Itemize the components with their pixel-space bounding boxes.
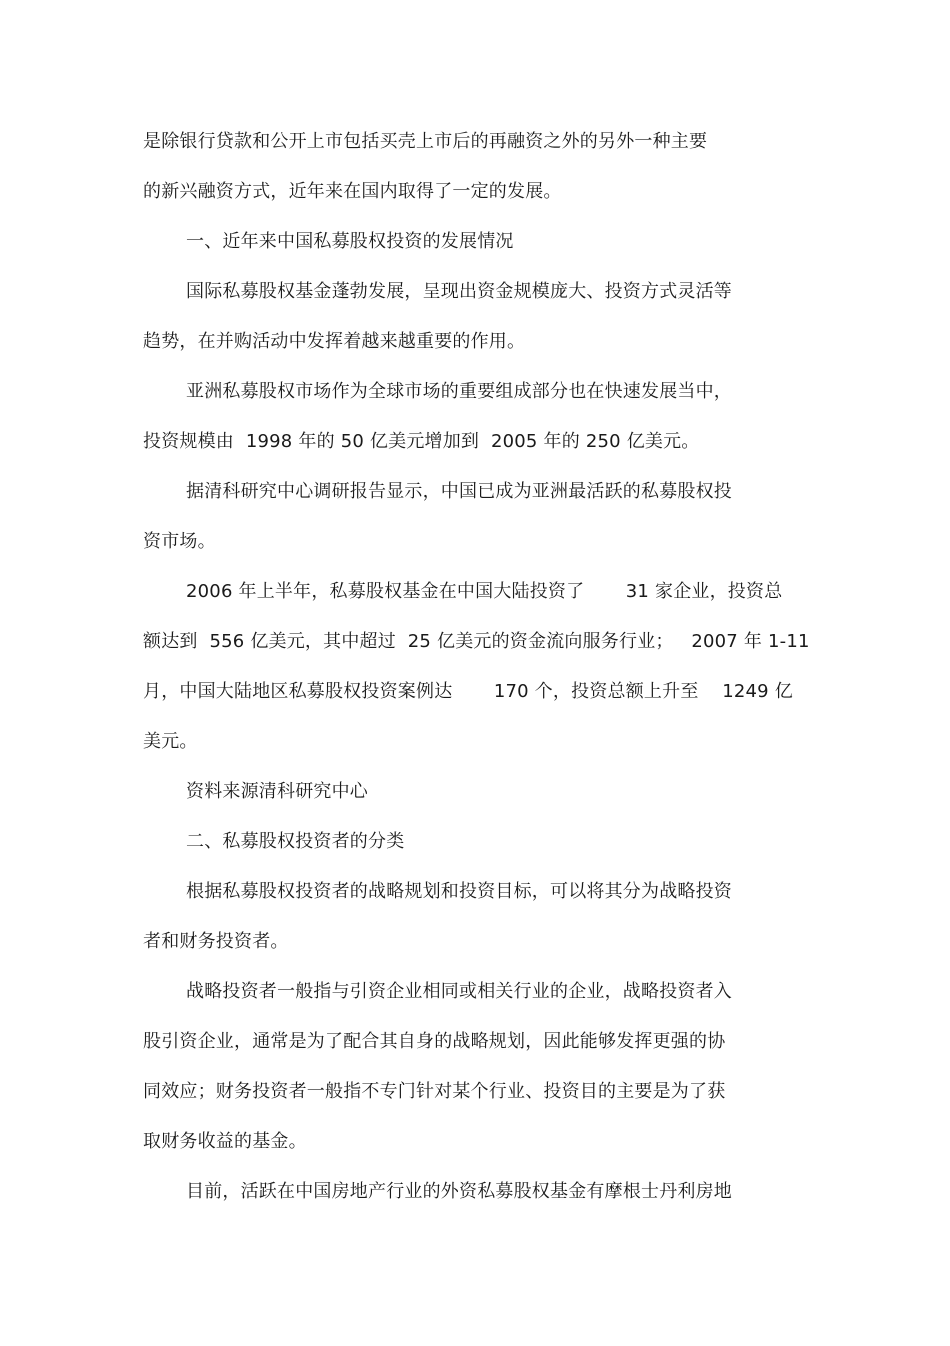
source-note: 资料来源清科研究中心 — [186, 781, 368, 802]
paragraph-line: 额达到 556 亿美元，其中超过 25 亿美元的资金流向服务行业； 2007 年 1-11 — [143, 631, 810, 652]
paragraph-line: 月，中国大陆地区私募股权投资案例达 170 个，投资总额上升至 1249 亿 — [143, 681, 793, 702]
paragraph-line: 国际私募股权基金蓬勃发展，呈现出资金规模庞大、投资方式灵活等 — [186, 281, 732, 302]
paragraph-line: 战略投资者一般指与引资企业相同或相关行业的企业，战略投资者入 — [186, 981, 732, 1002]
paragraph-line: 资市场。 — [143, 531, 216, 552]
paragraph-line: 2006 年上半年，私募股权基金在中国大陆投资了 31 家企业，投资总 — [186, 581, 783, 602]
paragraph-line: 根据私募股权投资者的战略规划和投资目标，可以将其分为战略投资 — [186, 881, 732, 902]
paragraph-line: 投资规模由 1998 年的 50 亿美元增加到 2005 年的 250 亿美元。 — [143, 431, 700, 452]
paragraph-line: 者和财务投资者。 — [143, 931, 289, 952]
paragraph-line: 股引资企业，通常是为了配合其自身的战略规划，因此能够发挥更强的协 — [143, 1031, 726, 1052]
paragraph-line: 趋势，在并购活动中发挥着越来越重要的作用。 — [143, 331, 526, 352]
paragraph-line: 目前，活跃在中国房地产行业的外资私募股权基金有摩根士丹利房地 — [186, 1181, 732, 1202]
paragraph-line: 同效应；财务投资者一般指不专门针对某个行业、投资目的主要是为了获 — [143, 1081, 726, 1102]
paragraph-line: 亚洲私募股权市场作为全球市场的重要组成部分也在快速发展当中， — [186, 381, 732, 402]
paragraph-line: 的新兴融资方式，近年来在国内取得了一定的发展。 — [143, 181, 562, 202]
paragraph-line: 是除银行贷款和公开上市包括买壳上市后的再融资之外的另外一种主要 — [143, 131, 708, 152]
section-heading: 二、私募股权投资者的分类 — [186, 831, 405, 852]
paragraph-line: 美元。 — [143, 731, 198, 752]
paragraph-line: 取财务收益的基金。 — [143, 1131, 307, 1152]
paragraph-line: 据清科研究中心调研报告显示，中国已成为亚洲最活跃的私募股权投 — [186, 481, 732, 502]
section-heading: 一、近年来中国私募股权投资的发展情况 — [186, 231, 514, 252]
